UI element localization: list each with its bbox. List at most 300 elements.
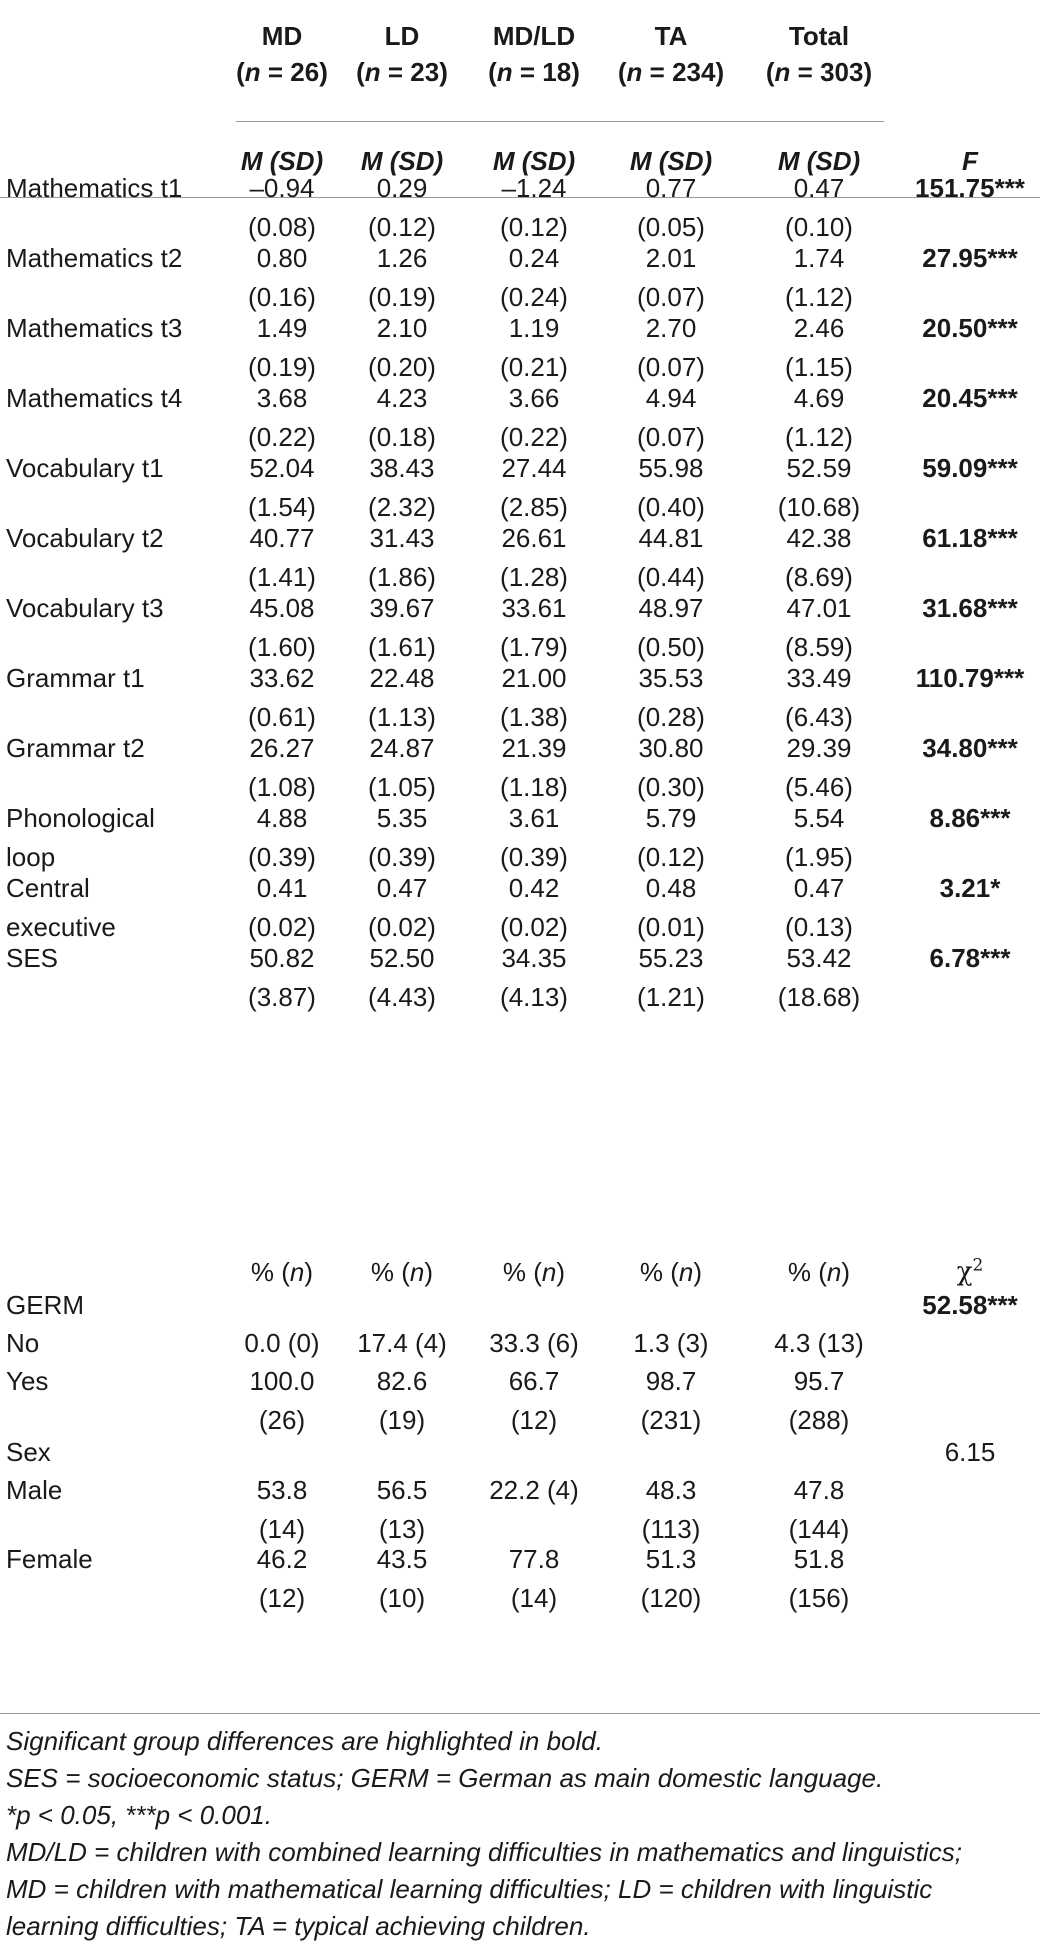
row-label-line: Male [6, 1475, 63, 1505]
cell-ta [606, 239, 736, 317]
cell-dispersion: (0.05) [637, 212, 705, 242]
row-label [6, 169, 196, 208]
cell-ta [606, 589, 736, 667]
cell-md [228, 1362, 336, 1440]
cell-total [752, 449, 886, 527]
cell-dispersion: (0.12) [637, 842, 705, 872]
cell-ld [352, 659, 452, 737]
cell-mdld [472, 799, 596, 877]
cell-value: 31.43 [369, 523, 435, 553]
cell-value: 51.8 [793, 1544, 845, 1574]
cell-dispersion: (231) [640, 1405, 702, 1435]
cell-dispersion: (0.28) [637, 702, 705, 732]
cell-ld [352, 869, 452, 947]
cell-f-statistic: 3.21* [939, 873, 1001, 903]
cell-value: 0.29 [376, 173, 428, 203]
cell-value: 38.43 [369, 453, 435, 483]
cell-f-statistic: 61.18*** [922, 523, 1018, 553]
cell-value: 52.04 [249, 453, 315, 483]
cell-value: 53.42 [786, 943, 852, 973]
cell-value: 3.68 [256, 383, 308, 413]
row-label [6, 1286, 196, 1325]
row-label-line: Mathematics t1 [6, 173, 183, 203]
cell-md [228, 379, 336, 457]
col-header-ta: TA (n = 234) [617, 21, 725, 87]
cell-md [228, 1324, 336, 1363]
cell-value: 27.44 [501, 453, 567, 483]
col-header-total: Total (n = 303) [765, 21, 873, 87]
cell-dispersion: (0.22) [248, 422, 316, 452]
footnote-line: MD = children with mathematical learning difficulties; LD = children with linguistic [6, 1874, 933, 1904]
cell-dispersion: (0.13) [785, 912, 853, 942]
cell-value: 17.4 (4) [357, 1328, 447, 1358]
cell-md [228, 309, 336, 387]
cell-dispersion: (12) [510, 1405, 558, 1435]
header-divider [236, 121, 884, 122]
cell-dispersion: (13) [378, 1514, 426, 1544]
cell-total [752, 729, 886, 807]
col-header-md: MD (n = 26) [236, 21, 328, 87]
cell-dispersion: (113) [641, 1514, 701, 1544]
row-label-line: No [6, 1328, 40, 1358]
cell-total [752, 1540, 886, 1618]
cell-ld [352, 379, 452, 457]
col-stat-mdld: M (SD) [492, 146, 576, 176]
cell-value: 50.82 [249, 943, 315, 973]
cell-dispersion: (0.20) [368, 352, 436, 382]
cell-value: 4.94 [645, 383, 697, 413]
col-stat-f: F [962, 146, 978, 176]
cell-value: 0.47 [793, 173, 845, 203]
cell-dispersion: (2.85) [500, 492, 568, 522]
cell-ld [352, 1540, 452, 1618]
col-stat-md: M (SD) [240, 146, 324, 176]
cell-dispersion: (0.21) [500, 352, 568, 382]
cell-f-statistic: 31.68*** [922, 593, 1018, 623]
row-label [6, 659, 196, 698]
cell-total [752, 1362, 886, 1440]
cell-dispersion: (0.19) [368, 282, 436, 312]
cell-md [228, 939, 336, 1017]
cell-total [752, 1471, 886, 1549]
cell-total [752, 169, 886, 247]
cell-value: 0.48 [645, 873, 697, 903]
cell-value: 95.7 [793, 1366, 845, 1396]
cell-value: 4.23 [376, 383, 428, 413]
cell-value: 40.77 [249, 523, 315, 553]
row-label [6, 939, 196, 978]
cell-md [228, 169, 336, 247]
cell-value: 47.8 [793, 1475, 845, 1505]
cell-ta [606, 309, 736, 387]
cell-dispersion: (1.08) [248, 772, 316, 802]
chi-square-header: $\chi^2$ [956, 1255, 984, 1287]
cell-dispersion: (14) [510, 1583, 558, 1613]
cell-value: 48.97 [638, 593, 704, 623]
cell-dispersion: (0.24) [500, 282, 568, 312]
cell-dispersion: (10.68) [777, 492, 861, 522]
cell-mdld [472, 239, 596, 317]
cell-dispersion: (0.18) [368, 422, 436, 452]
cell-value: 33.62 [249, 663, 315, 693]
cell-value: 53.8 [256, 1475, 308, 1505]
cell-dispersion: (1.54) [248, 492, 316, 522]
row-label [6, 729, 196, 768]
cell-ta [606, 1362, 736, 1440]
cell-dispersion: (0.12) [368, 212, 436, 242]
cell-value: 55.98 [638, 453, 704, 483]
cell-dispersion: (3.87) [248, 982, 316, 1012]
cell-dispersion: (26) [258, 1405, 306, 1435]
cell-value: 1.3 (3) [633, 1328, 709, 1358]
cell-f-statistic: 20.45*** [922, 383, 1018, 413]
pct-header-md: % (n) [250, 1257, 314, 1287]
cell-dispersion: (0.39) [500, 842, 568, 872]
cell-total [752, 589, 886, 667]
cell-ta [606, 939, 736, 1017]
cell-dispersion: (0.61) [248, 702, 316, 732]
cell-value: 35.53 [638, 663, 704, 693]
cell-value: 0.80 [256, 243, 308, 273]
cell-dispersion: (1.18) [500, 772, 568, 802]
cell-dispersion: (0.07) [637, 422, 705, 452]
row-label [6, 309, 196, 348]
cell-value: 2.10 [376, 313, 428, 343]
row-label-line: Vocabulary t3 [6, 593, 164, 623]
cell-value: 26.27 [249, 733, 315, 763]
cell-dispersion: (0.07) [637, 282, 705, 312]
row-label-line: Mathematics t2 [6, 243, 183, 273]
cell-value: 4.69 [793, 383, 845, 413]
cell-md [228, 659, 336, 737]
cell-total [752, 659, 886, 737]
cell-mdld [472, 1471, 596, 1510]
cell-f-statistic: 20.50*** [922, 313, 1018, 343]
cell-ta [606, 799, 736, 877]
cell-dispersion: (1.12) [785, 282, 853, 312]
cell-dispersion: (156) [788, 1583, 850, 1613]
cell-dispersion: (1.79) [500, 632, 568, 662]
cell-mdld [472, 379, 596, 457]
cell-value: 24.87 [369, 733, 435, 763]
cell-total [752, 519, 886, 597]
cell-dispersion: (0.12) [500, 212, 568, 242]
cell-value: 0.24 [508, 243, 560, 273]
row-label-line: SES [6, 943, 59, 973]
cell-value: 4.88 [256, 803, 308, 833]
cell-dispersion: (6.43) [785, 702, 853, 732]
cell-ta [606, 869, 736, 947]
cell-value: 55.23 [638, 943, 704, 973]
cell-value: 42.38 [786, 523, 852, 553]
cell-ld [352, 939, 452, 1017]
cell-value: 77.8 [508, 1544, 560, 1574]
cell-mdld [472, 869, 596, 947]
row-label-line: Vocabulary t2 [6, 523, 164, 553]
cell-value: 43.5 [376, 1544, 428, 1574]
cell-value: 34.35 [501, 943, 567, 973]
cell-f-statistic: 6.15 [944, 1437, 996, 1467]
cell-mdld [472, 1324, 596, 1363]
cell-dispersion: (0.39) [368, 842, 436, 872]
cell-ld [352, 239, 452, 317]
cell-ld [352, 589, 452, 667]
cell-f-statistic: 27.95*** [922, 243, 1018, 273]
row-label-line: Mathematics t4 [6, 383, 183, 413]
cell-value: 30.80 [638, 733, 704, 763]
cell-value: 46.2 [256, 1544, 308, 1574]
cell-dispersion: (0.07) [637, 352, 705, 382]
cell-mdld [472, 1362, 596, 1440]
row-label-line: Central [6, 873, 90, 903]
cell-mdld [472, 449, 596, 527]
cell-dispersion: (1.86) [368, 562, 436, 592]
footnote-line: MD/LD = children with combined learning difficulties in mathematics and linguistics; [6, 1837, 962, 1867]
cell-mdld [472, 1540, 596, 1618]
cell-value: 22.2 (4) [489, 1475, 579, 1505]
cell-value: 1.26 [376, 243, 428, 273]
cell-value: 51.3 [645, 1544, 697, 1574]
cell-dispersion: (144) [788, 1514, 850, 1544]
cell-dispersion: (1.38) [500, 702, 568, 732]
cell-total [752, 309, 886, 387]
cell-value: 21.39 [501, 733, 567, 763]
cell-value: 1.74 [793, 243, 845, 273]
cell-f-statistic: 151.75*** [915, 173, 1025, 203]
cell-total [752, 939, 886, 1017]
cell-value: 2.01 [645, 243, 697, 273]
cell-value: –0.94 [249, 173, 315, 203]
cell-ta [606, 1324, 736, 1363]
cell-dispersion: (1.60) [248, 632, 316, 662]
row-label [6, 1433, 196, 1472]
cell-md [228, 869, 336, 947]
col-stat-total: M (SD) [777, 146, 861, 176]
cell-dispersion: (14) [258, 1514, 306, 1544]
cell-value: 1.49 [256, 313, 308, 343]
cell-dispersion: (18.68) [777, 982, 861, 1012]
row-label-line: Phonological [6, 803, 155, 833]
cell-mdld [472, 589, 596, 667]
row-label-line: Female [6, 1544, 93, 1574]
row-label [6, 1324, 196, 1363]
cell-mdld [472, 519, 596, 597]
row-label-line: executive [6, 912, 116, 942]
cell-total [752, 379, 886, 457]
cell-mdld [472, 659, 596, 737]
row-label [6, 799, 196, 877]
cell-value: 29.39 [786, 733, 852, 763]
cell-mdld [472, 169, 596, 247]
cell-dispersion: (288) [788, 1405, 850, 1435]
cell-value: 33.3 (6) [489, 1328, 579, 1358]
cell-ld [352, 169, 452, 247]
cell-value: 0.47 [793, 873, 845, 903]
row-label [6, 1362, 196, 1401]
cell-dispersion: (1.05) [368, 772, 436, 802]
cell-f-statistic: 52.58*** [922, 1290, 1018, 1320]
cell-dispersion: (0.19) [248, 352, 316, 382]
pct-header-ta: % (n) [639, 1257, 703, 1287]
cell-value: 39.67 [369, 593, 435, 623]
cell-f-statistic: 6.78*** [929, 943, 1011, 973]
cell-value: 21.00 [501, 663, 567, 693]
row-label-line: Vocabulary t1 [6, 453, 164, 483]
cell-value: 5.79 [645, 803, 697, 833]
cell-dispersion: (0.02) [368, 912, 436, 942]
cell-value: 48.3 [645, 1475, 697, 1505]
cell-ta [606, 449, 736, 527]
cell-mdld [472, 939, 596, 1017]
cell-value: 0.47 [376, 873, 428, 903]
row-label-line: GERM [6, 1290, 84, 1320]
cell-value: 0.0 (0) [244, 1328, 320, 1358]
row-label-line: Sex [6, 1437, 51, 1467]
cell-md [228, 799, 336, 877]
row-label-line: Yes [6, 1366, 49, 1396]
cell-value: 52.59 [786, 453, 852, 483]
row-label [6, 1471, 196, 1510]
cell-ld [352, 1324, 452, 1363]
cell-ld [352, 519, 452, 597]
cell-dispersion: (4.43) [368, 982, 436, 1012]
cell-value: 33.61 [501, 593, 567, 623]
row-label [6, 589, 196, 628]
cell-ta [606, 519, 736, 597]
cell-total [752, 1324, 886, 1363]
col-stat-ld: M (SD) [360, 146, 444, 176]
cell-dispersion: (2.32) [368, 492, 436, 522]
cell-value: 3.61 [508, 803, 560, 833]
cell-dispersion: (0.30) [637, 772, 705, 802]
cell-dispersion: (1.61) [368, 632, 436, 662]
cell-value: 44.81 [638, 523, 704, 553]
cell-dispersion: (0.39) [248, 842, 316, 872]
row-label [6, 239, 196, 278]
pct-header-mdld: % (n) [502, 1257, 566, 1287]
cell-ld [352, 1471, 452, 1549]
cell-dispersion: (4.13) [500, 982, 568, 1012]
footnote-line: SES = socioeconomic status; GERM = German as main domestic language. [6, 1763, 884, 1793]
cell-dispersion: (120) [640, 1583, 702, 1613]
cell-dispersion: (5.46) [785, 772, 853, 802]
cell-value: 66.7 [508, 1366, 560, 1396]
cell-ta [606, 1471, 736, 1549]
row-label [6, 1540, 196, 1579]
cell-md [228, 1540, 336, 1618]
cell-ta [606, 659, 736, 737]
cell-dispersion: (0.44) [637, 562, 705, 592]
cell-dispersion: (0.10) [785, 212, 853, 242]
cell-dispersion: (8.69) [785, 562, 853, 592]
cell-dispersion: (10) [378, 1583, 426, 1613]
cell-dispersion: (1.28) [500, 562, 568, 592]
footnote-line: learning difficulties; TA = typical achieving children. [6, 1911, 591, 1941]
cell-value: 33.49 [786, 663, 852, 693]
footnote-line: *p < 0.05, ***p < 0.001. [6, 1800, 272, 1830]
row-label-line: loop [6, 842, 56, 872]
row-label-line: Grammar t1 [6, 663, 145, 693]
row-label [6, 379, 196, 418]
cell-value: 22.48 [369, 663, 435, 693]
cell-mdld [472, 309, 596, 387]
cell-md [228, 239, 336, 317]
cell-dispersion: (19) [378, 1405, 426, 1435]
cell-ld [352, 309, 452, 387]
cell-value: 82.6 [376, 1366, 428, 1396]
cell-dispersion: (0.01) [637, 912, 705, 942]
cell-total [752, 869, 886, 947]
cell-value: 5.35 [376, 803, 428, 833]
cell-ld [352, 729, 452, 807]
cell-dispersion: (12) [258, 1583, 306, 1613]
cell-value: 0.77 [645, 173, 697, 203]
row-label-line: Mathematics t3 [6, 313, 183, 343]
cell-value: –1.24 [501, 173, 567, 203]
cell-value: 3.66 [508, 383, 560, 413]
cell-dispersion: (0.40) [637, 492, 705, 522]
cell-value: 5.54 [793, 803, 845, 833]
cell-dispersion: (0.02) [248, 912, 316, 942]
cell-md [228, 1471, 336, 1549]
cell-ta [606, 169, 736, 247]
cell-f-statistic: 110.79*** [915, 663, 1025, 693]
cell-value: 56.5 [376, 1475, 428, 1505]
cell-ld [352, 449, 452, 527]
col-header-mdld: MD/LD (n = 18) [488, 21, 580, 87]
cell-ta [606, 379, 736, 457]
table-bottom-rule [0, 1713, 1040, 1714]
cell-dispersion: (0.50) [637, 632, 705, 662]
cell-md [228, 589, 336, 667]
cell-dispersion: (1.15) [785, 352, 853, 382]
cell-dispersion: (1.41) [248, 562, 316, 592]
cell-value: 98.7 [645, 1366, 697, 1396]
cell-mdld [472, 729, 596, 807]
cell-dispersion: (1.21) [637, 982, 705, 1012]
cell-value: 1.19 [508, 313, 560, 343]
cell-value: 0.42 [508, 873, 560, 903]
col-header-ld: LD (n = 23) [356, 21, 448, 87]
cell-dispersion: (1.95) [785, 842, 853, 872]
row-label [6, 519, 196, 558]
cell-dispersion: (0.02) [500, 912, 568, 942]
cell-value: 100.0 [249, 1366, 315, 1396]
row-label [6, 449, 196, 488]
footnote-line: Significant group differences are highlighted in bold. [6, 1726, 603, 1756]
row-label-line: Grammar t2 [6, 733, 145, 763]
cell-dispersion: (1.13) [368, 702, 436, 732]
col-stat-ta: M (SD) [629, 146, 713, 176]
cell-value: 4.3 (13) [774, 1328, 864, 1358]
row-label [6, 869, 196, 947]
cell-total [752, 799, 886, 877]
cell-ta [606, 729, 736, 807]
cell-ld [352, 1362, 452, 1440]
cell-f-statistic: 59.09*** [922, 453, 1018, 483]
cell-value: 52.50 [369, 943, 435, 973]
cell-dispersion: (0.16) [248, 282, 316, 312]
cell-f-statistic: 34.80*** [922, 733, 1018, 763]
pct-header-total: % (n) [787, 1257, 851, 1287]
cell-ld [352, 799, 452, 877]
pct-header-ld: % (n) [370, 1257, 434, 1287]
cell-dispersion: (1.12) [785, 422, 853, 452]
cell-value: 26.61 [501, 523, 567, 553]
cell-total [752, 239, 886, 317]
cell-md [228, 449, 336, 527]
cell-value: 2.46 [793, 313, 845, 343]
